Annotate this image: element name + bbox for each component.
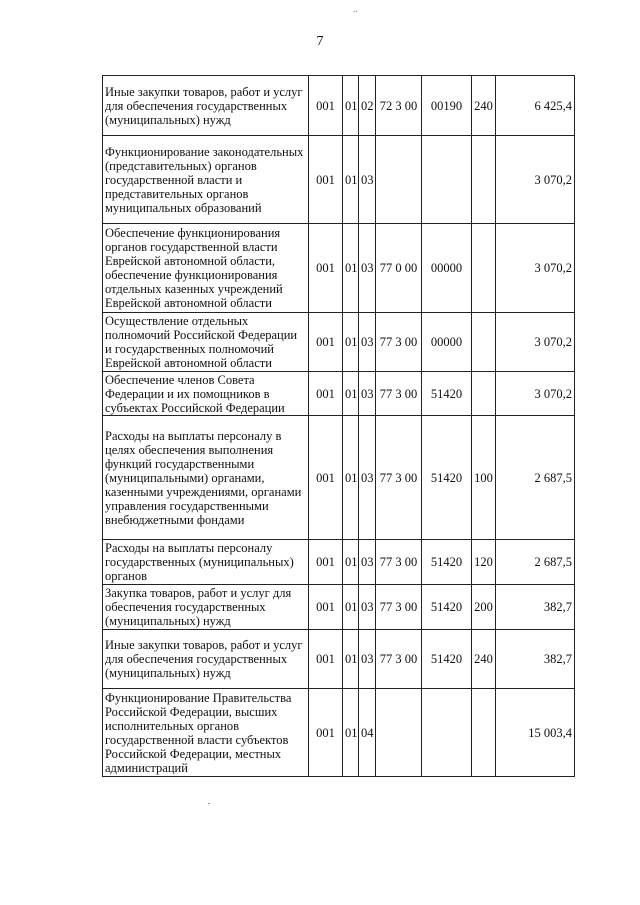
top-mark: .. xyxy=(353,4,358,14)
ministry-code: 001 xyxy=(309,76,343,136)
section-code: 01 xyxy=(343,313,359,372)
table-row xyxy=(103,136,575,224)
expense-type-code xyxy=(472,689,496,777)
program-code: 72 3 00 xyxy=(376,76,422,136)
direction-code xyxy=(422,136,472,224)
program-code: 77 3 00 xyxy=(376,372,422,416)
program-code: 77 3 00 xyxy=(376,416,422,540)
subsection-code: 03 xyxy=(359,372,376,416)
table-row xyxy=(103,76,575,136)
section-code: 01 xyxy=(343,689,359,777)
subsection-code: 03 xyxy=(359,630,376,689)
table-row xyxy=(103,416,575,540)
row-name: Обеспечение членов Совета Федерации и их помощников в субъектах Российской Федерации xyxy=(103,372,309,416)
amount: 3 070,2 xyxy=(496,224,575,313)
ministry-code: 001 xyxy=(309,372,343,416)
section-code: 01 xyxy=(343,630,359,689)
expense-type-code xyxy=(472,224,496,313)
row-name: Расходы на выплаты персоналу государственных (муниципальных) органов xyxy=(103,540,309,585)
ministry-code: 001 xyxy=(309,313,343,372)
table-row xyxy=(103,585,575,630)
amount: 6 425,4 xyxy=(496,76,575,136)
row-name: Обеспечение функционирования органов государственной власти Еврейской автономной области, обеспечение функционирования отдельных казенных учреждений Еврейской автономной области xyxy=(103,224,309,313)
direction-code: 51420 xyxy=(422,372,472,416)
program-code xyxy=(376,136,422,224)
subsection-code: 03 xyxy=(359,136,376,224)
expense-type-code: 100 xyxy=(472,416,496,540)
ministry-code: 001 xyxy=(309,585,343,630)
section-code: 01 xyxy=(343,416,359,540)
program-code: 77 3 00 xyxy=(376,585,422,630)
section-code: 01 xyxy=(343,136,359,224)
expense-type-code: 240 xyxy=(472,76,496,136)
program-code: 77 3 00 xyxy=(376,313,422,372)
section-code: 01 xyxy=(343,76,359,136)
direction-code: 51420 xyxy=(422,585,472,630)
amount: 3 070,2 xyxy=(496,136,575,224)
direction-code: 00000 xyxy=(422,313,472,372)
subsection-code: 03 xyxy=(359,585,376,630)
table-row xyxy=(103,689,575,777)
expense-type-code: 120 xyxy=(472,540,496,585)
direction-code xyxy=(422,689,472,777)
row-name: Иные закупки товаров, работ и услуг для обеспечения государственных (муниципальных) нужд xyxy=(103,630,309,689)
section-code: 01 xyxy=(343,372,359,416)
section-code: 01 xyxy=(343,585,359,630)
budget-table xyxy=(102,75,575,777)
expense-type-code: 200 xyxy=(472,585,496,630)
amount: 2 687,5 xyxy=(496,540,575,585)
amount: 3 070,2 xyxy=(496,372,575,416)
subsection-code: 04 xyxy=(359,689,376,777)
subsection-code: 02 xyxy=(359,76,376,136)
section-code: 01 xyxy=(343,540,359,585)
ministry-code: 001 xyxy=(309,136,343,224)
direction-code: 51420 xyxy=(422,630,472,689)
program-code: 77 3 00 xyxy=(376,630,422,689)
expense-type-code: 240 xyxy=(472,630,496,689)
row-name: Функционирование законодательных (представительных) органов государственной власти и представительных органов муниципальных образований xyxy=(103,136,309,224)
ministry-code: 001 xyxy=(309,540,343,585)
amount: 2 687,5 xyxy=(496,416,575,540)
subsection-code: 03 xyxy=(359,540,376,585)
table-row xyxy=(103,372,575,416)
row-name: Расходы на выплаты персоналу в целях обеспечения выполнения функций государственными (муниципальными) органами, казенными учреждениями, органами управления государственными внебюджетными фондами xyxy=(103,416,309,540)
program-code: 77 0 00 xyxy=(376,224,422,313)
amount: 382,7 xyxy=(496,630,575,689)
ministry-code: 001 xyxy=(309,224,343,313)
ministry-code: 001 xyxy=(309,630,343,689)
ministry-code: 001 xyxy=(309,416,343,540)
table-row xyxy=(103,313,575,372)
amount: 15 003,4 xyxy=(496,689,575,777)
section-code: 01 xyxy=(343,224,359,313)
direction-code: 51420 xyxy=(422,540,472,585)
program-code xyxy=(376,689,422,777)
row-name: Осуществление отдельных полномочий Российской Федерации и государственных полномочий Еврейской автономной области xyxy=(103,313,309,372)
amount: 3 070,2 xyxy=(496,313,575,372)
expense-type-code xyxy=(472,372,496,416)
direction-code: 00000 xyxy=(422,224,472,313)
direction-code: 51420 xyxy=(422,416,472,540)
expense-type-code xyxy=(472,136,496,224)
subsection-code: 03 xyxy=(359,313,376,372)
row-name: Закупка товаров, работ и услуг для обеспечения государственных (муниципальных) нужд xyxy=(103,585,309,630)
table-row xyxy=(103,630,575,689)
table-row xyxy=(103,224,575,313)
program-code: 77 3 00 xyxy=(376,540,422,585)
ministry-code: 001 xyxy=(309,689,343,777)
expense-type-code xyxy=(472,313,496,372)
amount: 382,7 xyxy=(496,585,575,630)
row-name: Функционирование Правительства Российской Федерации, высших исполнительных органов государственной власти субъектов Российской Федерации, местных администраций xyxy=(103,689,309,777)
subsection-code: 03 xyxy=(359,416,376,540)
row-name: Иные закупки товаров, работ и услуг для обеспечения государственных (муниципальных) нужд xyxy=(103,76,309,136)
direction-code: 00190 xyxy=(422,76,472,136)
subsection-code: 03 xyxy=(359,224,376,313)
scan-speck xyxy=(208,803,210,804)
table-row xyxy=(103,540,575,585)
page-number: 7 xyxy=(316,34,324,49)
